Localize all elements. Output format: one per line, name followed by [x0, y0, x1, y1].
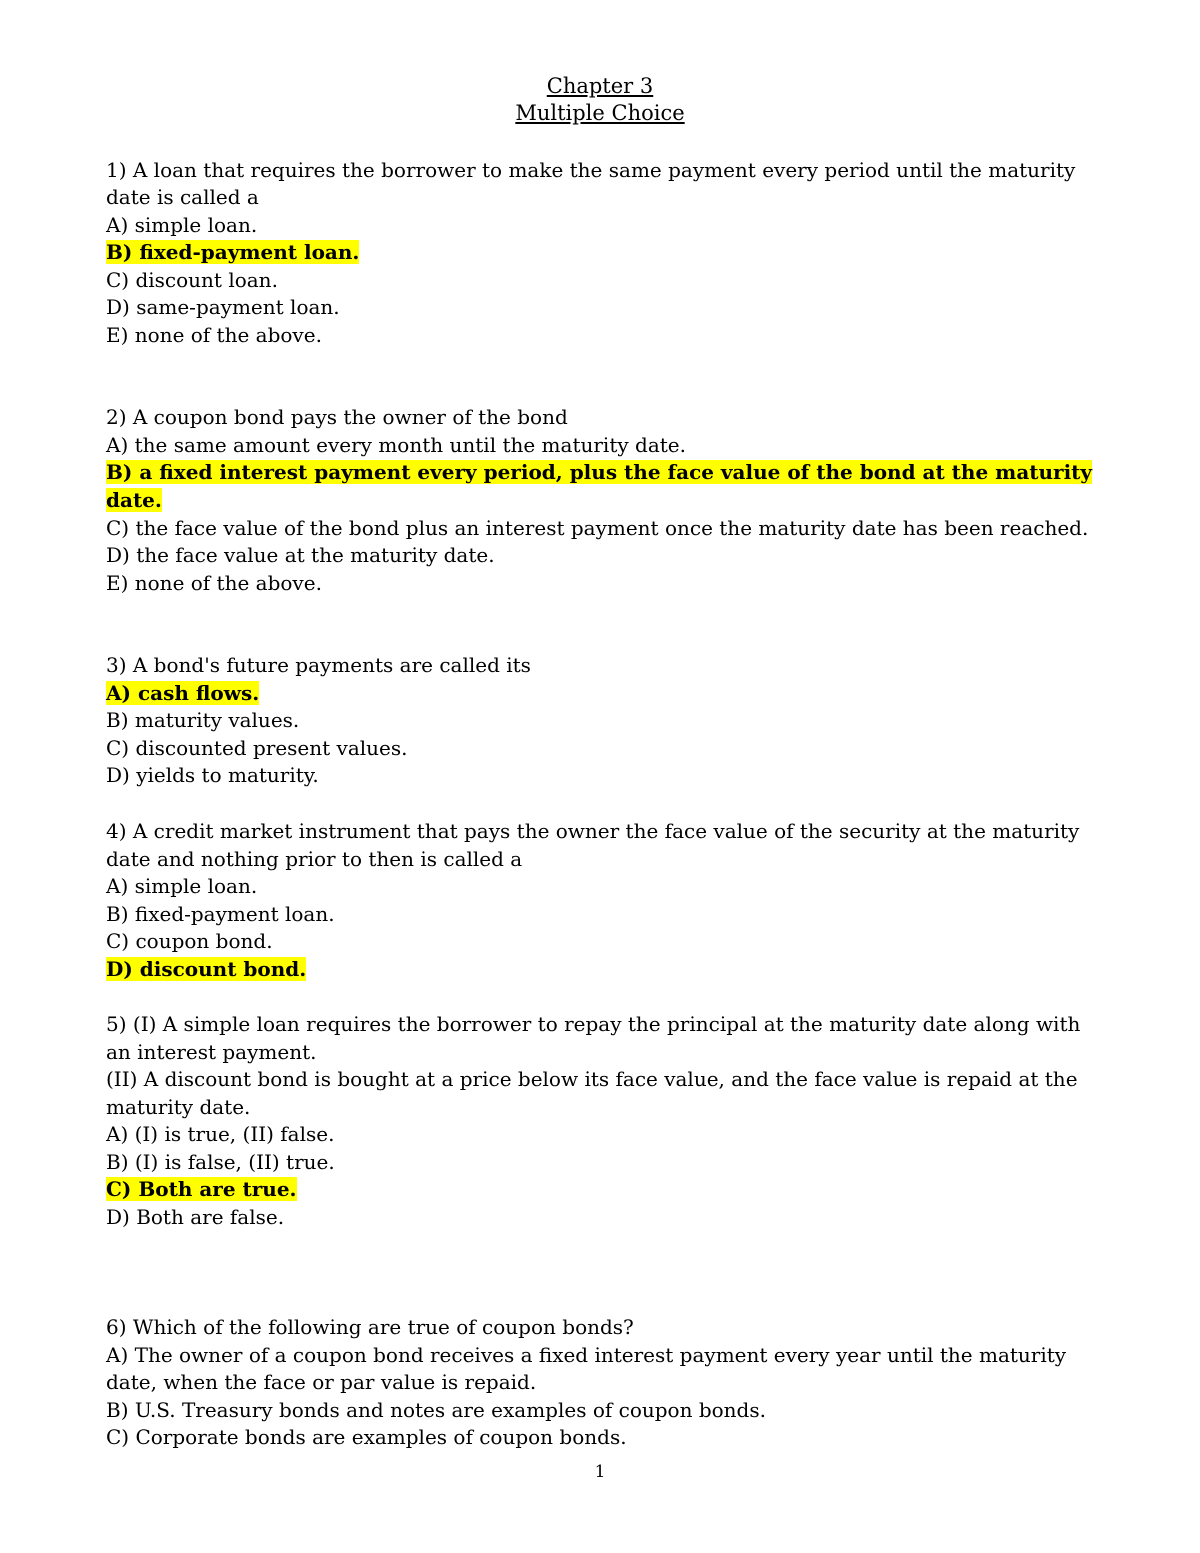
question-3-option-c: C) discounted present values. [106, 736, 408, 760]
question-2-option-b-line-2 [106, 486, 162, 514]
question-5-stem-line-2: an interest payment. [106, 1040, 317, 1064]
correct-answer-highlight: B) a fixed interest payment every period, plus the face value of the bond at the maturity [106, 460, 1093, 484]
question-5-option-c [106, 1175, 297, 1203]
question-6-option-a-line-2: date, when the face or par value is repaid. [106, 1370, 537, 1394]
question-2-option-c: C) the face value of the bond plus an interest payment once the maturity date has been reached. [106, 516, 1089, 540]
question-3-option-d: D) yields to maturity. [106, 763, 319, 787]
question-2-option-e: E) none of the above. [106, 571, 322, 595]
question-2-option-a: A) the same amount every month until the maturity date. [106, 433, 686, 457]
question-4-option-a: A) simple loan. [106, 874, 258, 898]
question-4-stem-line-1: 4) A credit market instrument that pays the owner the face value of the security at the maturity [106, 819, 1080, 843]
question-1-option-e: E) none of the above. [106, 323, 322, 347]
question-3-option-a [106, 679, 259, 707]
question-5-option-d: D) Both are false. [106, 1205, 285, 1229]
question-1-option-c: C) discount loan. [106, 268, 278, 292]
correct-answer-highlight: A) cash flows. [106, 681, 260, 705]
question-4-option-d [106, 955, 306, 983]
question-1-stem-line-2: date is called a [106, 185, 259, 209]
question-6-option-b: B) U.S. Treasury bonds and notes are examples of coupon bonds. [106, 1398, 766, 1422]
question-4-option-b: B) fixed-payment loan. [106, 902, 335, 926]
page-number: 1 [594, 1462, 606, 1482]
question-5-stem-line-4: maturity date. [106, 1095, 251, 1119]
question-2-stem: 2) A coupon bond pays the owner of the bond [106, 405, 568, 429]
question-5-option-a: A) (I) is true, (II) false. [106, 1122, 335, 1146]
question-1-option-b [106, 238, 359, 266]
correct-answer-highlight: date. [106, 488, 162, 512]
question-6-stem: 6) Which of the following are true of coupon bonds? [106, 1315, 634, 1339]
question-4-stem-line-2: date and nothing prior to then is called a [106, 847, 523, 871]
question-5-stem-line-1: 5) (I) A simple loan requires the borrower to repay the principal at the maturity date along with [106, 1012, 1081, 1036]
question-5-stem-line-3: (II) A discount bond is bought at a price below its face value, and the face value is repaid at the [106, 1067, 1078, 1091]
question-4-option-c: C) coupon bond. [106, 929, 273, 953]
question-3-stem: 3) A bond's future payments are called its [106, 653, 531, 677]
question-1-stem-line-1: 1) A loan that requires the borrower to make the same payment every period until the maturity [106, 158, 1076, 182]
question-6-option-a-line-1: A) The owner of a coupon bond receives a fixed interest payment every year until the maturity [106, 1343, 1067, 1367]
question-2-option-d: D) the face value at the maturity date. [106, 543, 495, 567]
question-1-option-a: A) simple loan. [106, 213, 258, 237]
question-6-option-c: C) Corporate bonds are examples of coupon bonds. [106, 1425, 627, 1449]
chapter-title: Chapter 3 [546, 74, 654, 98]
section-title: Multiple Choice [515, 101, 685, 125]
correct-answer-highlight: D) discount bond. [106, 957, 307, 981]
correct-answer-highlight: B) fixed-payment loan. [106, 240, 360, 264]
correct-answer-highlight: C) Both are true. [106, 1177, 297, 1201]
question-3-option-b: B) maturity values. [106, 708, 300, 732]
question-1-option-d: D) same-payment loan. [106, 295, 340, 319]
question-5-option-b: B) (I) is false, (II) true. [106, 1150, 335, 1174]
question-2-option-b-line-1 [106, 458, 1092, 486]
